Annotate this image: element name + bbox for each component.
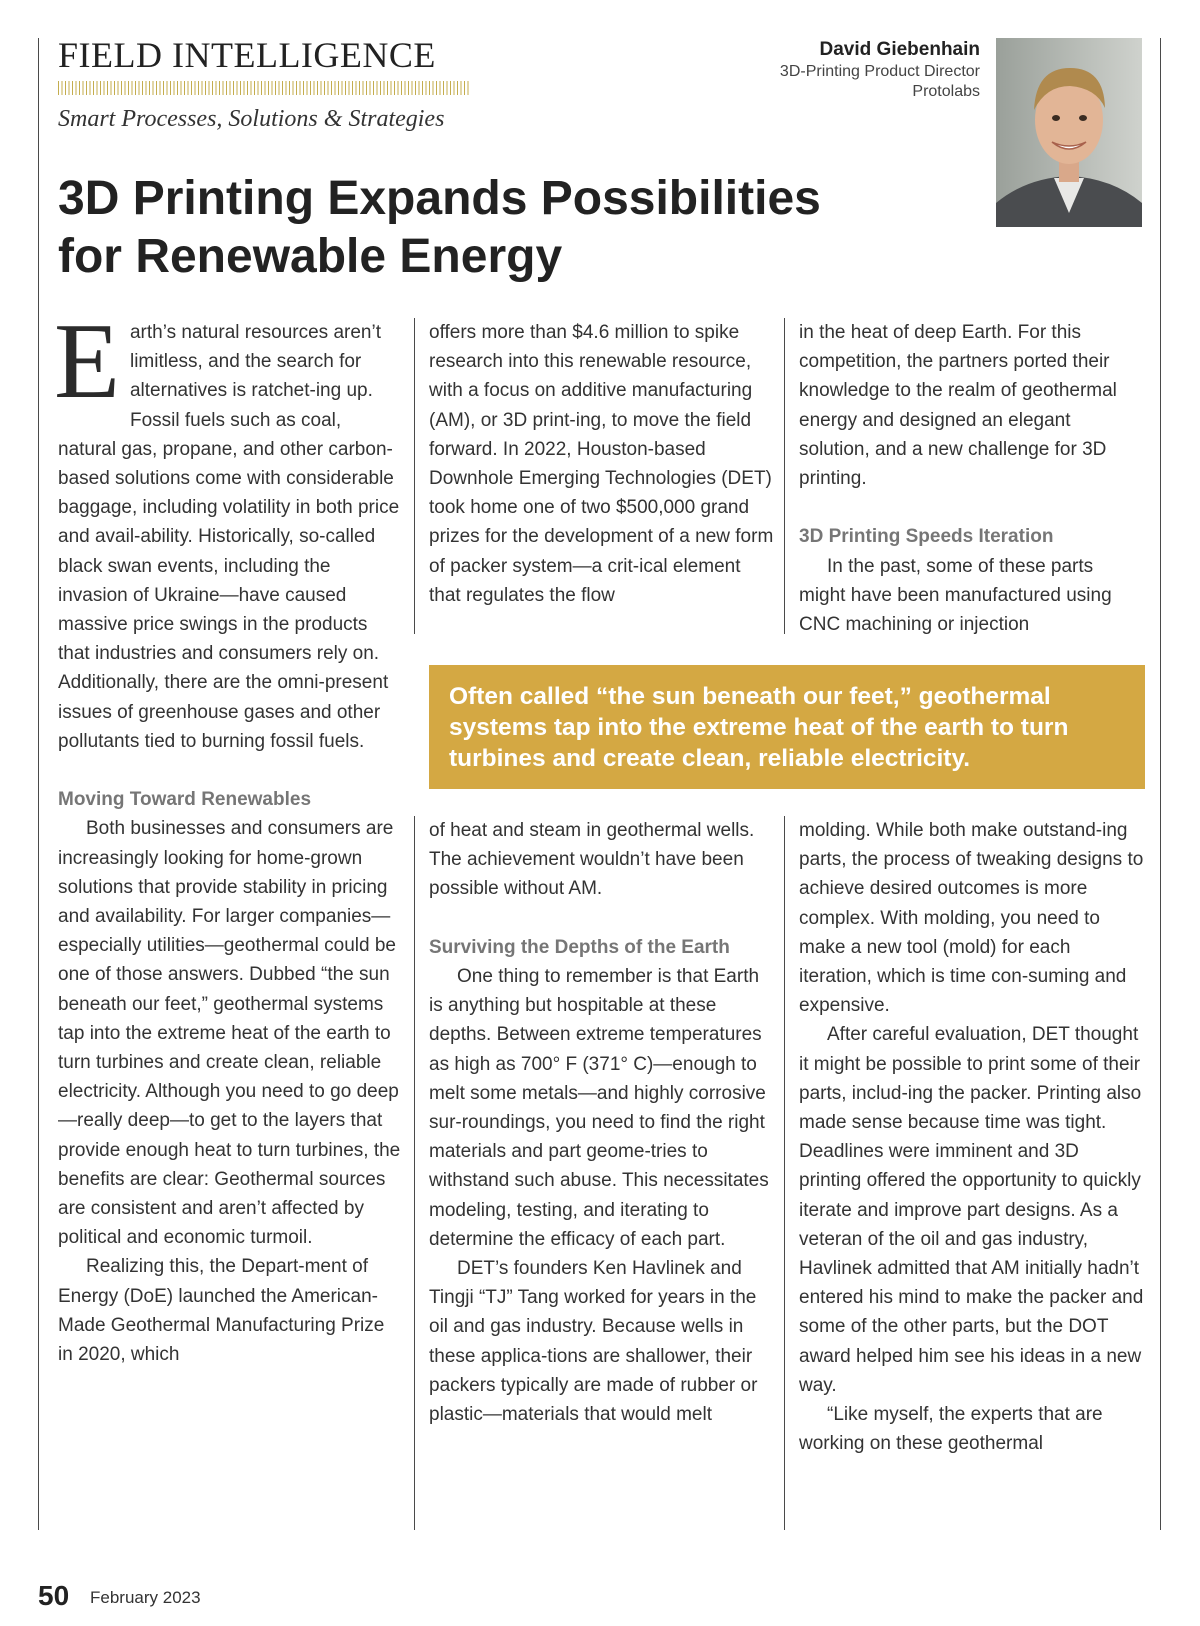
column-divider: [784, 318, 785, 634]
article-column-2-bottom: [429, 816, 774, 1429]
drop-cap: E: [54, 302, 120, 421]
paragraph-text: arth’s natural resources aren’t limitless, and the search for alternatives is ratchet-ing up. Fossil fuels such as coal, natural gas, propane, and other carbon-based solutions come with considerable baggage, including volatility in both price and avail-ability. Historically, so-called black swan events, including the invasion of Ukraine—have caused massive price swings in the products that industries and consumers rely on. Additionally, there are the omni-present issues of greenhouse gases and other pollutants tied to burning fossil fuels.: [58, 322, 400, 752]
headline-line-1: 3D Printing Expands Possibilities: [58, 172, 821, 225]
article-column-3-bottom: [799, 816, 1144, 1458]
masthead-title: FIELD INTELLIGENCE: [58, 35, 436, 75]
article-column-2-top: [429, 318, 774, 610]
subheading: Moving Toward Renewables: [58, 789, 312, 811]
article-paragraph: [54, 302, 403, 756]
article-paragraph: “Like myself, the experts that are working on these geothermal: [799, 1404, 1103, 1455]
article-column-1: [54, 302, 403, 1369]
author-name: David Giebenhain: [819, 39, 980, 60]
author-portrait: [996, 38, 1142, 227]
article-paragraph: In the past, some of these parts might have been manufactured using CNC machining or injection: [799, 555, 1112, 636]
masthead-tagline: Smart Processes, Solutions & Strategies: [58, 106, 445, 132]
column-divider: [414, 318, 415, 634]
column-divider: [784, 816, 785, 1530]
masthead-hatch-divider: [58, 81, 470, 95]
article-headline: [58, 170, 958, 286]
article-paragraph: One thing to remember is that Earth is anything but hospitable at these depths. Between extreme temperatures as high as 700° F (371° C)—enough to melt some metals—and highly corrosive sur-roundings, you need to find the right materials and part geome-tries to withstand such abuse. This necessitates modeling, testing, and iterating to determine the efficacy of each part.: [429, 966, 769, 1250]
author-company: Protolabs: [912, 83, 980, 100]
article-paragraph: in the heat of deep Earth. For this competition, the partners ported their knowledge to the realm of geothermal energy and designed an elegant solution, and a new challenge for 3D printing.: [799, 322, 1117, 490]
right-margin-rule: [1160, 38, 1161, 1530]
author-byline: [780, 38, 980, 102]
article-paragraph: Realizing this, the Depart-ment of Energy (DoE) launched the American-Made Geothermal Manufacturing Prize in 2020, which: [58, 1256, 385, 1366]
left-margin-rule: [38, 38, 39, 1530]
article-paragraph: molding. While both make outstand-ing parts, the process of tweaking designs to achieve desired outcomes is more complex. With molding, you need to make a new tool (mold) for each iteration, which is time con-suming and expensive.: [799, 820, 1144, 1017]
article-column-3-top: [799, 318, 1144, 639]
pull-quote: Often called “the sun beneath our feet,” geothermal systems tap into the extreme heat of the earth to turn turbines and create clean, reliable electricity.: [429, 665, 1145, 789]
page-number: 50: [38, 1580, 70, 1611]
subheading: Surviving the Depths of the Earth: [429, 936, 730, 958]
author-role: 3D-Printing Product Director: [779, 63, 980, 80]
issue-date: February 2023: [90, 1588, 201, 1607]
column-divider: [414, 816, 415, 1530]
article-paragraph: After careful evaluation, DET thought it might be possible to print some of their parts, includ-ing the packer. Printing also made sense because time was tight. Deadlines were imminent and 3D printing offered the opportunity to quickly iterate and improve part designs. As a veteran of the oil and gas industry, Havlinek admitted that AM initially hadn’t entered his mind to make the packer and some of the other parts, but the DOT award helped him see his ideas in a new way.: [799, 1024, 1144, 1396]
article-paragraph: DET’s founders Ken Havlinek and Tingji “TJ” Tang worked for years in the oil and gas industry. Because wells in these applica-tions are shallower, their packers typically are made of rubber or plastic—materials that would melt: [429, 1258, 758, 1426]
article-paragraph: Both businesses and consumers are increasingly looking for home-grown solutions that provide stability in pricing and availability. For larger companies—especially utilities—geothermal could be one of those answers. Dubbed “the sun beneath our feet,” geothermal systems tap into the extreme heat of the earth to turn turbines and create clean, reliable electricity. Although you need to go deep—really deep—to get to the layers that provide enough heat to turn turbines, the benefits are clear: Geothermal sources are consistent and aren’t affected by political and economic turmoil.: [58, 818, 401, 1249]
article-paragraph: offers more than $4.6 million to spike research into this renewable resource, with a focus on additive manufacturing (AM), or 3D print-ing, to move the field forward. In 2022, Houston-based Downhole Emerging Technologies (DET) took home one of two $500,000 grand prizes for the development of a new form of packer system—a crit-ical element that regulates the flow: [429, 322, 774, 606]
subheading: 3D Printing Speeds Iteration: [799, 526, 1054, 548]
article-paragraph: of heat and steam in geothermal wells. The achievement wouldn’t have been possible without AM.: [429, 820, 755, 900]
headline-line-2: for Renewable Energy: [58, 230, 563, 283]
author-portrait-icon: [996, 38, 1142, 227]
